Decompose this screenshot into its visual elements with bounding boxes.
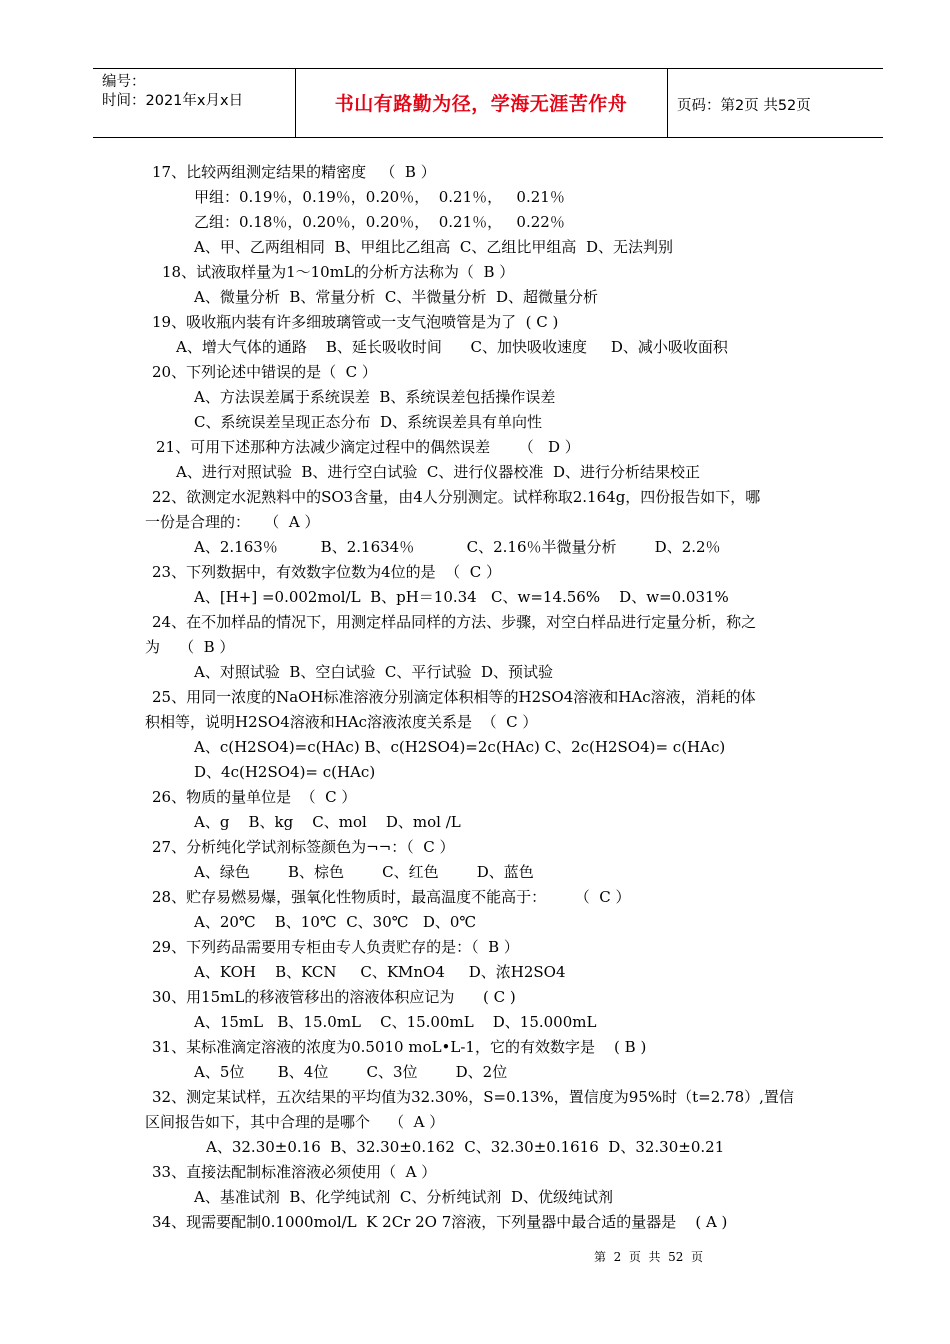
question-34: 34、现需要配制0.1000mol/L K 2Cr 2O 7溶液，下列量器中最合适的量器是 ( A ) xyxy=(152,1213,728,1231)
question-31: 31、某标准滴定溶液的浓度为0.5010 moL•L-1，它的有效数字是 ( B ) xyxy=(152,1038,647,1056)
header-motto: 书山有路勤为径，学海无涯苦作舟 xyxy=(334,93,628,115)
options-line: A、微量分析 B、常量分析 C、半微量分析 D、超微量分析 xyxy=(194,288,598,306)
options-line: A、2.163％ B、2.1634％ C、2.16％半微量分析 D、2.2％ xyxy=(194,538,721,556)
question-24-cont: 为 （ B ） xyxy=(145,638,235,656)
header-meta xyxy=(102,73,243,111)
question-32: 32、测定某试样，五次结果的平均值为32.30%，S=0.13%，置信度为95%时（t=2.78）,置信 xyxy=(152,1088,794,1106)
options-line: C、系统误差呈现正态分布 D、系统误差具有单向性 xyxy=(194,413,543,431)
question-28: 28、贮存易燃易爆，强氧化性物质时，最高温度不能高于： （ C ） xyxy=(152,888,631,906)
options-line: A、KOH B、KCN C、KMnO4 D、浓H2SO4 xyxy=(194,963,566,981)
time-label: 时间：2021年x月x日 xyxy=(102,93,244,109)
data-line: 甲组：0.19％，0.19％，0.20％， 0.21％， 0.21％ xyxy=(194,188,565,206)
document-header xyxy=(93,68,883,138)
question-19: 19、吸收瓶内装有许多细玻璃管或一支气泡喷管是为了 ( C ) xyxy=(152,313,559,331)
question-29: 29、下列药品需要用专柜由专人负责贮存的是：（ B ） xyxy=(152,938,519,956)
page-indicator: 页码：第2页 共52页 xyxy=(677,98,811,114)
question-30: 30、用15mL的移液管移出的溶液体积应记为 ( C ) xyxy=(152,988,516,1006)
options-line: A、绿色 B、棕色 C、红色 D、蓝色 xyxy=(194,863,534,881)
code-label: 编号： xyxy=(102,74,146,90)
options-line: A、c(H2SO4)=c(HAc) B、c(H2SO4)=2c(HAc) C、2c(H2SO4)= c(HAc) xyxy=(194,738,726,756)
options-line: A、增大气体的通路 B、延长吸收时间 C、加快吸收速度 D、减小吸收面积 xyxy=(176,338,728,356)
question-27: 27、分析纯化学试剂标签颜色为¬¬：（ C ） xyxy=(152,838,455,856)
options-line: A、进行对照试验 B、进行空白试验 C、进行仪器校准 D、进行分析结果校正 xyxy=(176,463,700,481)
options-line: A、方法误差属于系统误差 B、系统误差包括操作误差 xyxy=(194,388,556,406)
question-20: 20、下列论述中错误的是（ C ） xyxy=(152,363,377,381)
question-24: 24、在不加样品的情况下，用测定样品同样的方法、步骤，对空白样品进行定量分析，称之 xyxy=(152,613,757,631)
options-line: A、对照试验 B、空白试验 C、平行试验 D、预试验 xyxy=(194,663,553,681)
question-18: 18、试液取样量为1～10mL的分析方法称为（ B ） xyxy=(162,263,515,281)
question-21: 21、可用下述那种方法减少滴定过程中的偶然误差 （ D ） xyxy=(156,438,580,456)
question-33: 33、直接法配制标准溶液必须使用（ A ） xyxy=(152,1163,437,1181)
question-25-cont: 积相等，说明H2SO4溶液和HAc溶液浓度关系是 （ C ） xyxy=(145,713,538,731)
options-line: A、20℃ B、10℃ C、30℃ D、0℃ xyxy=(194,913,477,931)
question-32-cont: 区间报告如下，其中合理的是哪个 （ A ） xyxy=(145,1113,445,1131)
question-22: 22、欲测定水泥熟料中的SO3含量，由4人分别测定。试样称取2.164g，四份报告如下，哪 xyxy=(152,488,761,506)
options-line: A、基准试剂 B、化学纯试剂 C、分析纯试剂 D、优级纯试剂 xyxy=(194,1188,613,1206)
options-line: A、[H+] =0.002mol/L B、pH＝10.34 C、w=14.56% D、w=0.031% xyxy=(194,588,729,606)
data-line: 乙组：0.18％，0.20％，0.20％， 0.21％， 0.22％ xyxy=(194,213,565,231)
options-line: D、4c(H2SO4)= c(HAc) xyxy=(194,763,376,781)
page-footer: 第 2 页 共 52 页 xyxy=(594,1250,704,1264)
question-17: 17、比较两组测定结果的精密度 （ B ） xyxy=(152,163,436,181)
header-divider xyxy=(667,69,668,137)
question-22-cont: 一份是合理的： （ A ） xyxy=(145,513,320,531)
options-line: A、甲、乙两组相同 B、甲组比乙组高 C、乙组比甲组高 D、无法判别 xyxy=(194,238,673,256)
options-line: A、5位 B、4位 C、3位 D、2位 xyxy=(194,1063,508,1081)
options-line: A、15mL B、15.0mL C、15.00mL D、15.000mL xyxy=(194,1013,597,1031)
question-23: 23、下列数据中，有效数字位数为4位的是 （ C ） xyxy=(152,563,501,581)
options-line: A、g B、kg C、mol D、mol /L xyxy=(194,813,461,831)
question-26: 26、物质的量单位是 （ C ） xyxy=(152,788,357,806)
question-25: 25、用同一浓度的NaOH标准溶液分别滴定体积相等的H2SO4溶液和HAc溶液，消耗的体 xyxy=(152,688,756,706)
options-line: A、32.30±0.16 B、32.30±0.162 C、32.30±0.1616 D、32.30±0.21 xyxy=(206,1138,725,1156)
